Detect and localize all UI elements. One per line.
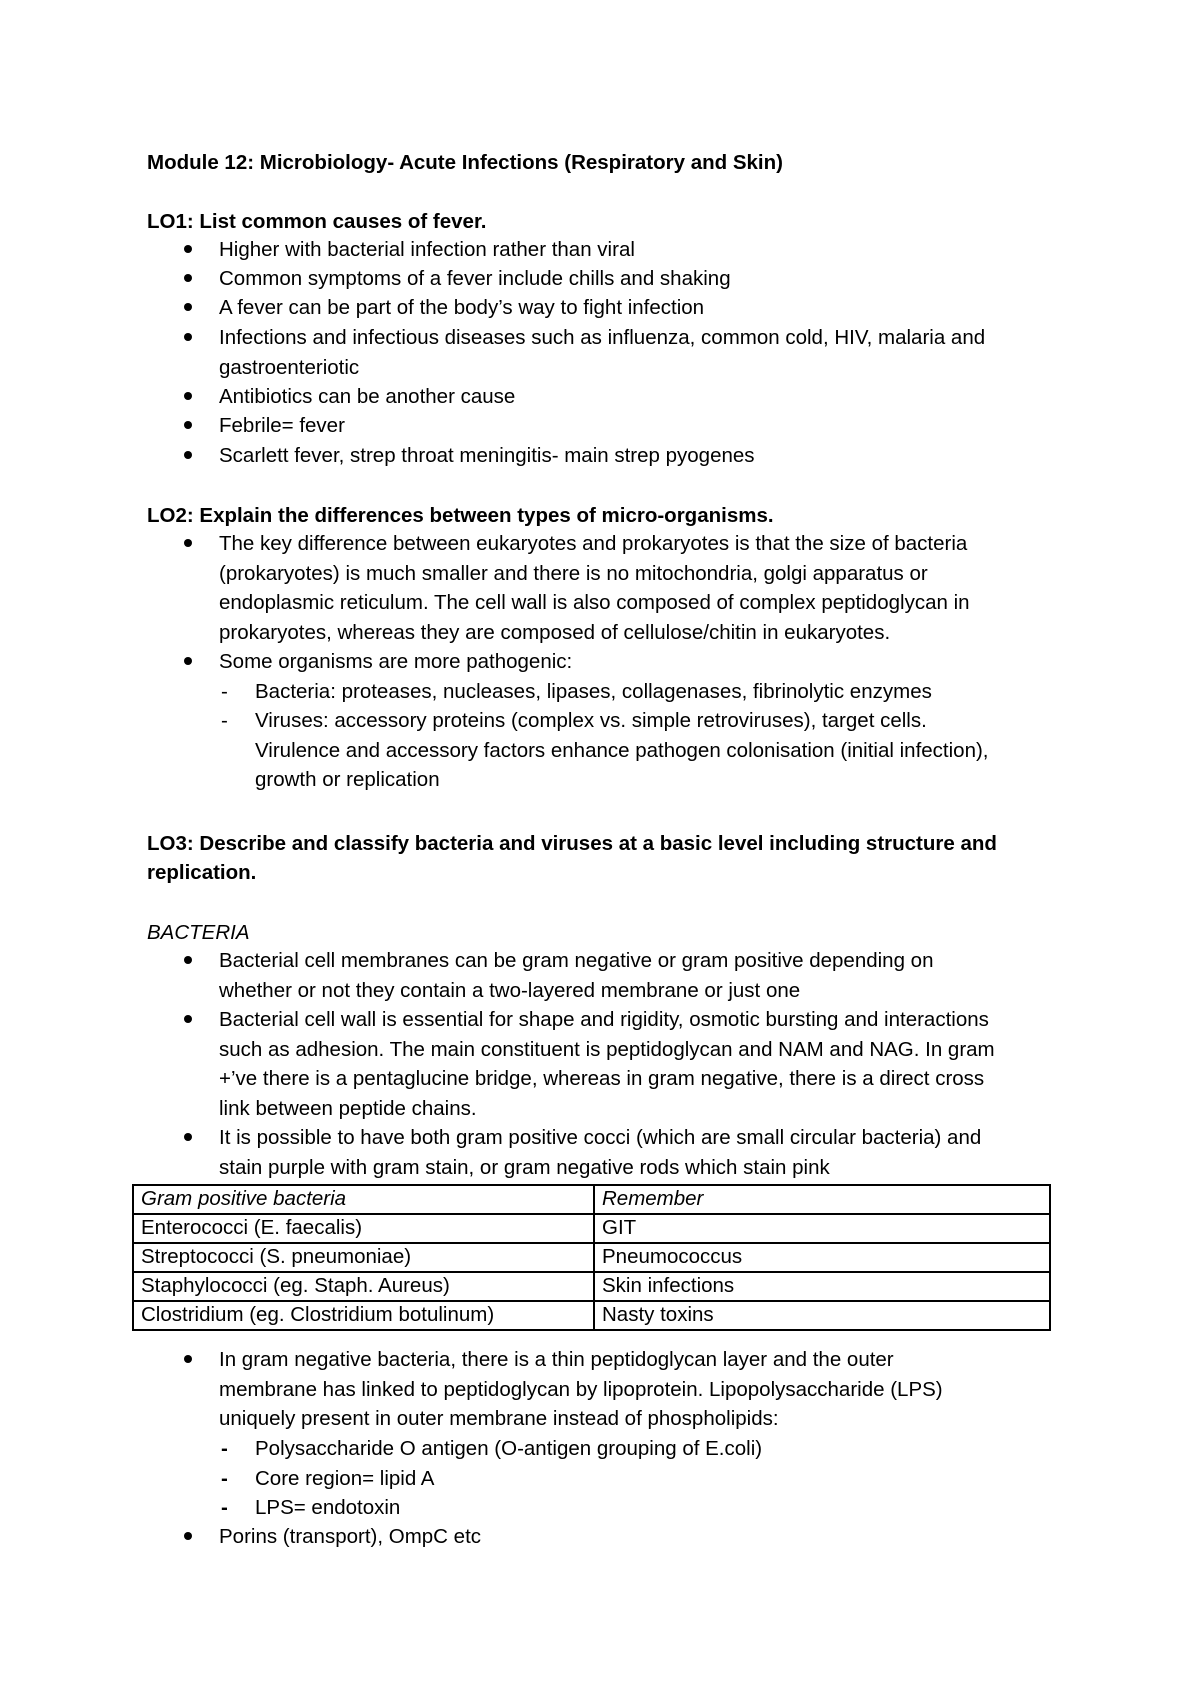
table-cell: Clostridium (eg. Clostridium botulinum) [133, 1301, 594, 1330]
list-item: Some organisms are more pathogenic: [219, 650, 573, 673]
dash-marker: - [221, 709, 228, 732]
list-item-continuation: stain purple with gram stain, or gram negative rods which stain pink [219, 1156, 830, 1179]
list-item-continuation: link between peptide chains. [219, 1097, 477, 1120]
bullet-dot [184, 657, 192, 665]
list-item-continuation: gastroenteriotic [219, 356, 360, 379]
bullet-dot [184, 245, 192, 253]
sub-list-item-continuation: growth or replication [255, 768, 440, 791]
bullet-dot [184, 1532, 192, 1540]
sub-list-item: Core region= lipid A [255, 1467, 435, 1490]
table-row [133, 1243, 1050, 1272]
list-item: Higher with bacterial infection rather than viral [219, 238, 635, 261]
table-cell: Streptococci (S. pneumoniae) [133, 1243, 594, 1272]
bullet-dot [184, 333, 192, 341]
bullet-dot [184, 1015, 192, 1023]
sub-list-item: LPS= endotoxin [255, 1496, 401, 1519]
table-row [133, 1272, 1050, 1301]
list-item-continuation: prokaryotes, whereas they are composed of cellulose/chitin in eukaryotes. [219, 621, 891, 644]
table-header-cell: Remember [594, 1185, 1050, 1214]
list-item: Bacterial cell wall is essential for shape and rigidity, osmotic bursting and interactions [219, 1008, 989, 1031]
list-item: The key difference between eukaryotes and prokaryotes is that the size of bacteria [219, 532, 968, 555]
table-cell: Skin infections [594, 1272, 1050, 1301]
list-item: In gram negative bacteria, there is a thin peptidoglycan layer and the outer [219, 1348, 894, 1371]
lo3-heading-continuation: replication. [147, 861, 257, 884]
table-cell: Staphylococci (eg. Staph. Aureus) [133, 1272, 594, 1301]
table-cell: Nasty toxins [594, 1301, 1050, 1330]
bullet-dot [184, 274, 192, 282]
lo2-heading: LO2: Explain the differences between types of micro-organisms. [147, 504, 774, 527]
sub-list-item: Viruses: accessory proteins (complex vs. simple retroviruses), target cells. [255, 709, 927, 732]
page-title: Module 12: Microbiology- Acute Infections (Respiratory and Skin) [147, 151, 783, 174]
table-cell: Enterococci (E. faecalis) [133, 1214, 594, 1243]
list-item-continuation: whether or not they contain a two-layered membrane or just one [219, 979, 801, 1002]
list-item-continuation: such as adhesion. The main constituent is peptidoglycan and NAM and NAG. In gram [219, 1038, 995, 1061]
bullet-dot [184, 303, 192, 311]
table-cell: GIT [594, 1214, 1050, 1243]
table-row [133, 1301, 1050, 1330]
list-item-continuation: endoplasmic reticulum. The cell wall is also composed of complex peptidoglycan in [219, 591, 970, 614]
table-cell: Pneumococcus [594, 1243, 1050, 1272]
sub-list-item-continuation: Virulence and accessory factors enhance pathogen colonisation (initial infection), [255, 739, 989, 762]
bullet-dot [184, 392, 192, 400]
bullet-dot [184, 539, 192, 547]
list-item-continuation: (prokaryotes) is much smaller and there is no mitochondria, golgi apparatus or [219, 562, 928, 585]
sub-list-item: Bacteria: proteases, nucleases, lipases, collagenases, fibrinolytic enzymes [255, 680, 932, 703]
gram-positive-table [132, 1184, 1051, 1331]
section-label-bacteria: BACTERIA [147, 921, 250, 944]
list-item: A fever can be part of the body’s way to fight infection [219, 296, 705, 319]
dash-marker: - [221, 1496, 228, 1519]
bullet-dot [184, 1133, 192, 1141]
list-item: It is possible to have both gram positive cocci (which are small circular bacteria) and [219, 1126, 982, 1149]
list-item-continuation: +’ve there is a pentaglucine bridge, whereas in gram negative, there is a direct cross [219, 1067, 985, 1090]
dash-marker: - [221, 1467, 228, 1490]
table-header-cell: Gram positive bacteria [133, 1185, 594, 1214]
list-item: Febrile= fever [219, 414, 345, 437]
list-item: Antibiotics can be another cause [219, 385, 516, 408]
bullet-dot [184, 451, 192, 459]
list-item: Common symptoms of a fever include chills and shaking [219, 267, 731, 290]
list-item: Scarlett fever, strep throat meningitis- main strep pyogenes [219, 444, 755, 467]
sub-list-item: Polysaccharide O antigen (O-antigen grouping of E.coli) [255, 1437, 763, 1460]
lo1-heading: LO1: List common causes of fever. [147, 210, 487, 233]
list-item-continuation: uniquely present in outer membrane instead of phospholipids: [219, 1407, 779, 1430]
bullet-dot [184, 956, 192, 964]
list-item: Porins (transport), OmpC etc [219, 1525, 482, 1548]
list-item: Infections and infectious diseases such as influenza, common cold, HIV, malaria and [219, 326, 986, 349]
table-row [133, 1214, 1050, 1243]
table-header-row [133, 1185, 1050, 1214]
bullet-dot [184, 421, 192, 429]
list-item: Bacterial cell membranes can be gram negative or gram positive depending on [219, 949, 934, 972]
bullet-dot [184, 1355, 192, 1363]
dash-marker: - [221, 1437, 228, 1460]
dash-marker: - [221, 680, 228, 703]
list-item-continuation: membrane has linked to peptidoglycan by lipoprotein. Lipopolysaccharide (LPS) [219, 1378, 943, 1401]
lo3-heading: LO3: Describe and classify bacteria and viruses at a basic level including structure and [147, 832, 997, 855]
